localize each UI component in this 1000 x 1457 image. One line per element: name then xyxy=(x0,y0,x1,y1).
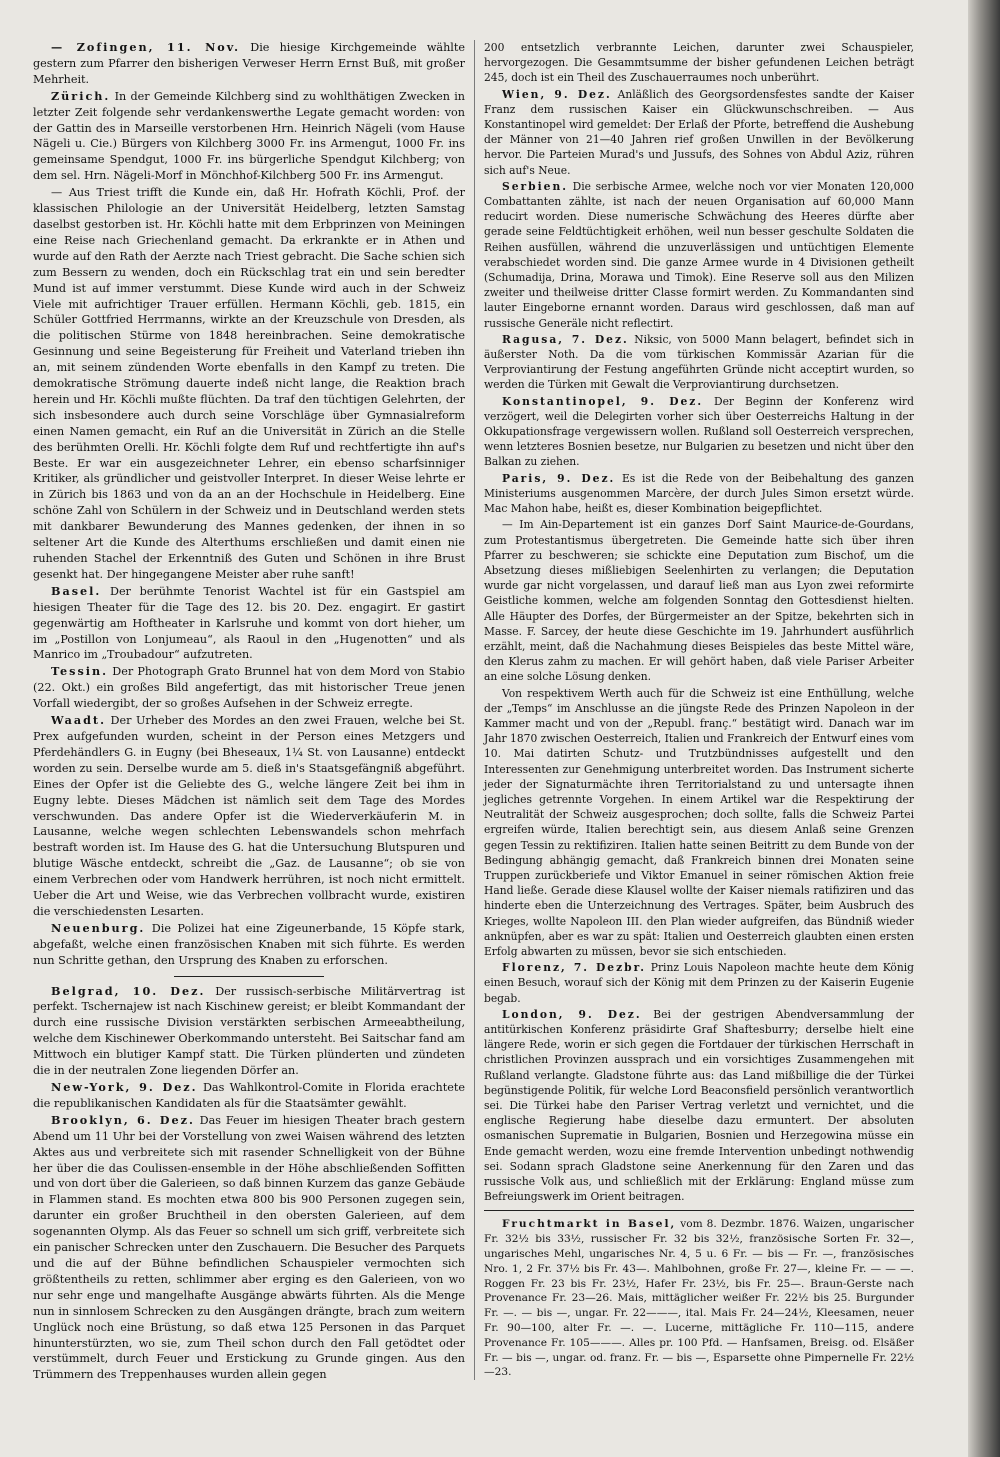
article-tessin xyxy=(33,664,465,712)
article-text: 200 entsetzlich verbrannte Leichen, darunter zwei Schauspieler, hervorgezogen. Die Gesammtsumme der bisher gefundenen Leichen beträgt 245, doch ist ein Theil des Zuschauerraumes noch unberührt. xyxy=(484,41,914,85)
dateline: London, 9. Dez. xyxy=(502,1007,642,1021)
column-divider xyxy=(474,40,475,1380)
dateline: Wien, 9. Dez. xyxy=(502,87,612,101)
market-paragraph xyxy=(484,1217,914,1380)
dateline: Basel. xyxy=(51,583,102,598)
article-brooklyn-continued xyxy=(484,40,914,86)
dateline: Tessin. xyxy=(51,664,109,679)
article-ragusa xyxy=(484,332,914,393)
article-new-york xyxy=(33,1080,465,1112)
article-text: Das Feuer im hiesigen Theater brach gestern Abend um 11 Uhr bei der Vorstellung von zwei Waisen während des letzten Aktes aus und verbreitete sich mit rasender Schnelligkeit von der Bühne her über die das Coulissen-ensemble in der Höhe abschließenden Soffitten und von dort über die Galerieen, so daß binnen Kurzem das ganze Gebäude in Flammen stand. Es mochten etwa 800 bis 900 Personen zugegen sein, darunter ein großer Bruchtheil in den obersten Galerieen, auf dem sogenannten Olymp. Als das Feuer so schnell um sich griff, verbreitete sich ein panischer Schrecken unter den Zuschauern. Die Besucher des Parquets und die auf der Bühne befindlichen Schauspieler vermochten sich größtentheils zu retten, schlimmer aber erging es den Galerieen, von wo nur sehr enge und mangelhafte Ausgänge abwärts führten. Als die Menge nun in sinnlosem Schrecken zu den Ausgängen drängte, brach zum weitern Unglück noch eine Brüstung, so daß etwa 125 Personen in das Parquet hinunterstürzten, wo sie, zum Theil schon durch den Fall getödtet oder verstümmelt, durch Feuer und Erstickung zu Grunde gingen. Aus den Trümmern des Treppenhauses wurden allein gegen xyxy=(33,1113,466,1382)
article-brooklyn xyxy=(33,1113,465,1383)
section-divider xyxy=(174,976,324,977)
dateline: Neuenburg. xyxy=(51,920,146,935)
dateline: Waadt. xyxy=(51,713,106,728)
article-text: — Im Ain-Departement ist ein ganzes Dorf Saint Maurice-de-Gourdans, zum Protestantismus übergetreten. Die Gemeinde hatte sich über ihren Pfarrer zu beschweren; sie schickte eine Deputation zum Bischof, um die Absetzung dieses mißliebigen Seelenhirten zu verlangen; die Deputation wurde gar nicht vorgelassen, und darauf ließ man aus Lyon zwei reformirte Geistliche kommen, welche am folgenden Sonntag den Gottesdienst hielten. Alle Häupter des Dorfes, der Bürgermeister an der Spitze, bekehrten sich in Masse. F. Sarcey, der heute diese Geschichte im 19. Jahrhundert ausführlich erzählt, meint, daß die Nachahmung dieses Beispieles das beste Mittel wäre, den Klerus zahm zu machen. Er will gehört haben, daß viele Pariser Arbeiter an eine solche Lösung denken. xyxy=(484,518,914,684)
article-wien xyxy=(484,87,914,178)
article-belgrad xyxy=(33,984,465,1079)
article-waadt xyxy=(33,713,465,920)
left-column xyxy=(33,40,465,1384)
article-text: Der Beginn der Konferenz wird verzögert, weil die Delegirten vorher sich über Oesterreichs Haltung in der Okkupationsfrage vergewissern wollen. Rußland soll Oesterreich versprechen, wenn letzteres Bosnien besetze, nur Bulgarien zu besetzen und nicht über den Balkan zu ziehen. xyxy=(484,394,914,469)
article-text: Der russisch-serbische Militärvertrag ist perfekt. Tschernajew ist nach Kischinew gereist; er bleibt Kommandant der durch eine russische Division verstärkten serbischen Armeeabtheilung, welche dem Kischinewer Oberkommando untersteht. Bei Saitschar fand am Mittwoch ein blutiger Kampf statt. Die Türken plünderten und zündeten die in der neutralen Zone liegenden Dörfer an. xyxy=(33,984,465,1078)
article-ain xyxy=(484,517,914,684)
article-text: Anläßlich des Georgsordensfestes sandte der Kaiser Franz dem russischen Kaiser ein Glückwunschschreiben. — Aus Konstantinopel wird gemeldet: Der Erlaß der Pforte, betreffend die Aushebung der Männer von 21—40 Jahren rief großen Unwillen in der Bevölkerung hervor. Die Parteien Murad's und Jussufs, des Sohnes von Abdul Aziz, rühren sich auf's Neue. xyxy=(484,87,914,177)
article-text: vom 8. Dezmbr. 1876. Waizen, ungarischer Fr. 32½ bis 33½, russischer Fr. 32 bis 32½, französische Sorten Fr. 32—, ungarisches Mehl, ungarisches Nr. 4, 5 u. 6 Fr. — bis — Fr. —, französisches Nro. 1, 2 Fr. 37½ bis Fr. 43—. Mahlbohnen, große Fr. 27—, kleine Fr. — — —. Roggen Fr. 23 bis Fr. 23½, Hafer Fr. 23½, bis Fr. 25—. Braun-Gerste nach Provenance Fr. 23—26. Mais, mittäglicher weißer Fr. 22½ bis 25. Burgunder Fr. —. — bis —, ungar. Fr. 22———, ital. Mais Fr. 24—24½, Kleesamen, neuer Fr. 90—100, alter Fr. —. —. Lucerne, mittägliche Fr. 110—115, andere Provenance Fr. 105———. Alles pr. 100 Pfd. — Hanfsamen, Breisg. od. Elsäßer Fr. — bis —, ungar. od. franz. Fr. — bis —, Esparsette ohne Pimpernelle Fr. 22½—23. xyxy=(484,1218,914,1379)
dateline: Konstantinopel, 9. Dez. xyxy=(502,394,704,408)
dateline: Florenz, 7. Dezbr. xyxy=(502,961,647,975)
article-text: Niksic, von 5000 Mann belagert, befindet sich in äußerster Noth. Da die vom türkischen Kommissär Azarian für die Verproviantirung der Festung angeführten Gründe nicht acceptirt wurden, so werden die Türken mit Gewalt die Verproviantirung durchsetzen. xyxy=(484,332,914,392)
article-zuerich xyxy=(33,89,465,184)
dateline: Brooklyn, 6. Dez. xyxy=(51,1112,195,1127)
dateline: Zürich. xyxy=(51,88,111,103)
article-text: Die serbische Armee, welche noch vor vier Monaten 120,000 Combattanten zählte, ist nach der neuen Organisation auf 60,000 Mann reducirt worden. Diese numerische Schwächung des Heeres dürfte aber gerade seine Feldtüchtigkeit erhöhen, weil nun besser geschulte Soldaten die Reihen ausfüllen, während die unzuverlässigen und untüchtigen Elemente verabschiedet worden sind. Die ganze Armee wurde in 4 Divisionen getheilt (Schumadija, Drina, Morawa und Timok). Eine Reserve soll aus den Milizen zweiter und theilweise dritter Classe formirt werden. Zu Kommandanten sind lauter Eingeborne ernannt worden. Daraus wird geschlossen, daß man auf russische Generäle nicht reflectirt. xyxy=(484,179,914,330)
article-text: Prinz Louis Napoleon machte heute dem König einen Besuch, worauf sich der König mit dem Prinzen zu der Kaiserin Eugenie begab. xyxy=(484,961,914,1005)
article-text: Der Photograph Grato Brunnel hat von dem Mord von Stabio (22. Okt.) ein großes Bild angefertigt, das mit historischer Treue jenen Vorfall wiedergibt, der so großes Aufsehen in der Schweiz erregte. xyxy=(33,665,465,711)
dateline: Belgrad, 10. Dez. xyxy=(51,983,206,998)
dateline: Fruchtmarkt in Basel, xyxy=(502,1218,677,1231)
dateline: Paris, 9. Dez. xyxy=(502,471,616,485)
dateline: — Zofingen, 11. Nov. xyxy=(51,40,241,54)
article-paris xyxy=(484,471,914,517)
article-text: Der berühmte Tenorist Wachtel ist für ein Gastspiel am hiesigen Theater für die Tage des 12. bis 20. Dez. engagirt. Er gastirt gegenwärtig am Hoftheater in Karlsruhe und kommt von dort hieher, um im „Postillon von Lonjumeau“, als Raoul in den „Hugenotten“ und als Manrico im „Troubadour“ aufzutreten. xyxy=(33,584,466,662)
article-text: Die Polizei hat eine Zigeunerbande, 15 Köpfe stark, abgefaßt, welche einen französischen Knaben mit sich führte. Es werden nun Schritte gethan, den Ursprung des Knaben zu erforschen. xyxy=(33,921,465,967)
article-text: Die hiesige Kirchgemeinde wählte gestern zum Pfarrer den bisherigen Verweser Herrn Ernst Buß, mit großer Mehrheit. xyxy=(33,41,465,86)
article-london xyxy=(484,1007,914,1205)
article-zofingen xyxy=(33,40,465,88)
article-text: Von respektivem Werth auch für die Schweiz ist eine Enthüllung, welche der „Temps“ im Anschlusse an die jüngste Rede des Prinzen Napoleon in der Kammer macht und von der „Republ. franç.“ bestätigt wird. Danach war im Jahr 1870 zwischen Oesterreich, Italien und Frankreich der Entwurf eines vom 10. Mai datirten Schutz- und Trutzbündnisses aufgestellt und den Interessenten zur Genehmigung unterbreitet worden. Das Instrument sicherte jeder der Signaturmächte ihren Territorialstand zu und untersagte ihnen jegliches getrennte Vorgehen. In einem Artikel war die Respektirung der Neutralität der Schweiz ausgesprochen; doch sollte, falls die Schweiz Partei ergreifen würde, Italien berechtigt sein, aus diesem Anlaß seine Grenzen gegen Tessin zu rektifiziren. Italien hatte seinen Beitritt zu dem Bunde von der Bedingung abhängig gemacht, daß Frankreich binnen drei Monaten seine Truppen zurückberiefe und Viktor Emanuel in seiner römischen Aktion freie Hand ließe. Gerade diese Klausel wollte der Kaiser niemals ratifiziren und das hinderte eben die Unterzeichnung des Vertrages. Später, beim Ausbruch des Krieges, wollte Napoleon III. den Plan wieder aufgreifen, das Bündniß wieder anknüpfen, aber es war zu spät: Italien und Oesterreich glaubten einen ersten Erfolg abwarten zu müssen, bevor sie sich entschieden. xyxy=(484,686,914,958)
market-divider xyxy=(484,1210,914,1211)
article-konstantinopel xyxy=(484,394,914,470)
article-neuenburg xyxy=(33,921,465,969)
page-edge-shadow xyxy=(968,0,1000,1457)
article-florenz xyxy=(484,960,914,1006)
market-report xyxy=(484,1217,914,1380)
article-text: In der Gemeinde Kilchberg sind zu wohlthätigen Zwecken in letzter Zeit folgende sehr verdankenswerthe Legate gemacht worden: von der Gattin des in Marseille verstorbenen Hrn. Heinrich Nägeli (vom Hause Nägeli u. Cie.) Bürgers von Kilchberg 3000 Fr. ins Armengut, 1000 Fr. ins gemeinsame Spendgut, 1000 Fr. ins bürgerliche Spendgut Kilchberg; von dem sel. Hrn. Nägeli-Morf in Mönchhof-Kilchberg 500 Fr. ins Armengut. xyxy=(33,89,465,183)
dateline: Ragusa, 7. Dez. xyxy=(502,332,629,346)
dateline: Serbien. xyxy=(502,179,568,193)
dateline: New-York, 9. Dez. xyxy=(51,1080,198,1094)
article-temps xyxy=(484,686,914,960)
article-text: Der Urheber des Mordes an den zwei Frauen, welche bei St. Prex aufgefunden wurden, scheint in der Person eines Metzgers und Pferdehändlers G. in Eugny (bei Bheseaux, 1¼ St. von Lausanne) entdeckt worden zu sein. Derselbe wurde am 5. dieß in's Staatsgefängniß abgeführt. Eines der Opfer ist die Geliebte des G., welche längere Zeit bei ihm in Eugny lebte. Dieses Mädchen ist nämlich seit dem Tage des Mordes verschwunden. Das andere Opfer ist die Wiederverkäuferin M. in Lausanne, welche wegen schlechten Lebenswandels schon mehrfach bestraft worden ist. Im Hause des G. hat die Untersuchung Blutspuren und blutige Wäsche entdeckt, schreibt die „Gaz. de Lausanne“; ob sie von einem Verbrechen oder vom Handwerk herrühren, ist noch nicht ermittelt. Ueber die Art und Weise, wie das Verbrechen vollbracht wurde, existiren die verschiedensten Lesarten. xyxy=(33,714,465,918)
article-koechli xyxy=(33,185,465,583)
article-basel xyxy=(33,584,465,664)
article-text: — Aus Triest trifft die Kunde ein, daß Hr. Hofrath Köchli, Prof. der klassischen Philologie an der Universität Heidelberg, letzten Samstag daselbst gestorben ist. Hr. Köchli hatte mit dem Erbprinzen von Meiningen eine Reise nach Griechenland gemacht. Da erkrankte er in Athen und wurde auf den Rath der Aerzte nach Triest gebracht. Die Sache schien sich zum Bessern zu wenden, doch ein Rückschlag trat ein und sein beredter Mund ist auf immer verstummt. Diese Kunde wird auch in der Schweiz Viele mit aufrichtiger Trauer erfüllen. Hermann Köchli, geb. 1815, ein Schüler Gottfried Herrmanns, wirkte an der Kreuzschule von Dresden, als die politischen Stürme von 1848 hereinbrachen. Seine demokratische Gesinnung und seine Begeisterung für Freiheit und Vaterland trieben ihn an, mit seinem zündenden Worte ebenfalls in den Kampf zu treten. Die demokratische Strömung dauerte indeß nicht lange, die Reaktion brach herein und Hr. Köchli mußte flüchten. Da traf den tüchtigen Gelehrten, der sich insbesondere auch durch seine Vorschläge über Gymnasialreform einen Namen gemacht, ein Ruf an die Universität in Zürich an die Stelle des berühmten Orelli. Hr. Köchli folgte dem Ruf und rechtfertigte ihn auf's Beste. Er war ein ausgezeichneter Lehrer, ein ebenso scharfsinniger Kritiker, als gründlicher und geistvoller Interpret. In dieser Weise lehrte er in Zürich bis 1863 und von da an an der Hochschule in Heidelberg. Eine schöne Zahl von Schülern in der Schweiz und in Deutschland werden stets mit dankbarer Bewunderung des Mannes gedenken, der ihnen in so seltener Art die Kunde des Alterthums erschließen und damit einen nie ruhenden Stachel der Erkenntniß des Guten und Schönen in ihre Brust gesenkt hat. Der hingegangene Meister aber ruhe sanft! xyxy=(33,186,465,581)
article-text: Das Wahlkontrol-Comite in Florida erachtete die republikanischen Kandidaten als für die Staatsämter gewählt. xyxy=(33,1081,465,1110)
article-serbien xyxy=(484,179,914,331)
right-column xyxy=(484,40,914,1381)
article-text: Es ist die Rede von der Beibehaltung des ganzen Ministeriums ausgenommen Marcère, der durch Jules Simon ersetzt würde. Mac Mahon habe, heißt es, dieser Kombination beigepflichtet. xyxy=(484,471,914,516)
article-text: Bei der gestrigen Abendversammlung der antitürkischen Konferenz präsidirte Graf Shaftesburry; derselbe hielt eine längere Rede, worin er sich gegen die Fortdauer der türkischen Herrschaft in christlichen Provinzen aussprach und ein vorsichtiges Zusammengehen mit Rußland verlangte. Gladstone führte aus: das Land mißbillige die der Türkei begünstigende Politik, für welche Lord Beaconsfield persönlich verantwortlich sei. Die Türkei habe den Pariser Vertrag verletzt und vernichtet, und die englische Regierung habe dieselbe dazu ermuntert. Der absoluten osmanischen Suprematie in Bulgarien, Bosnien und Herzegowina müsse ein Ende gemacht werden, wozu eine fremde Intervention unbedingt nothwendig sei. Sodann sprach Gladstone seine Anerkennung für den Zaren und das russische Volk aus, und schließlich mit der Erklärung: England müsse zum Befreiungswerk im Orient beitragen. xyxy=(484,1007,914,1204)
